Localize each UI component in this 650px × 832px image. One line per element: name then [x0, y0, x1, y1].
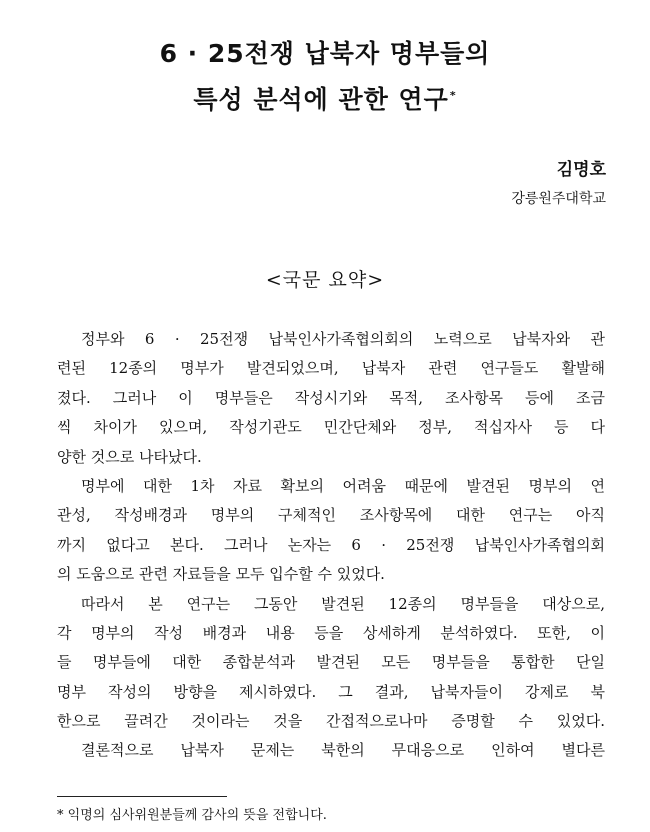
title-footnote-mark: *: [449, 88, 457, 102]
abstract-line: 정부와 6 · 25전쟁 납북인사가족협의회의 노력으로 납북자와 관: [81, 330, 605, 348]
paper-title-line-2: [0, 80, 650, 116]
abstract-line: 까지 없다고 본다. 그러나 논자는 6 · 25전쟁 납북인사가족협의회: [57, 535, 605, 554]
abstract-line: 명부에 대한 1차 자료 확보의 어려움 때문에 발견된 명부의 연: [81, 476, 605, 495]
footnote-divider: [57, 796, 227, 797]
abstract-heading: <국문 요약>: [265, 269, 385, 291]
abstract-line: 명부 작성의 방향을 제시하였다. 그 결과, 납북자들이 강제로 북: [57, 682, 605, 701]
author-affiliation: 강릉원주대학교: [511, 191, 606, 207]
abstract-body: [57, 325, 605, 766]
abstract-line: 결론적으로 납북자 문제는 북한의 무대응으로 인하여 별다른: [81, 741, 605, 760]
abstract-line: 양한 것으로 나타났다.: [57, 447, 202, 466]
abstract-line: 의 도움으로 관련 자료들을 모두 입수할 수 있었다.: [57, 565, 385, 584]
footnote: * 익명의 심사위원분들께 감사의 뜻을 전합니다.: [57, 808, 327, 823]
abstract-line: 관성, 작성배경과 명부의 구체적인 조사항목에 대한 연구는 아직: [57, 506, 605, 525]
abstract-line: 따라서 본 연구는 그동안 발견된 12종의 명부들을 대상으로,: [81, 594, 605, 613]
abstract-line: 각 명부의 작성 배경과 내용 등을 상세하게 분석하였다. 또한, 이: [57, 623, 605, 642]
abstract-line: 씩 차이가 있으며, 작성기관도 민간단체와 정부, 적십자사 등 다: [57, 418, 605, 437]
abstract-line: 들 명부들에 대한 종합분석과 발견된 모든 명부들을 통합한 단일: [57, 653, 605, 672]
abstract-line: 한으로 끌려간 것이라는 것을 간접적으로나마 증명할 수 있었다.: [57, 712, 605, 731]
abstract-line: 졌다. 그러나 이 명부들은 작성시기와 목적, 조사항목 등에 조금: [57, 388, 605, 407]
paper-title-line-1: 6 · 25전쟁 납북자 명부들의: [159, 39, 491, 68]
author-name: 김명호: [556, 160, 606, 180]
paper-title-line-2-text: 특성 분석에 관한 연구: [193, 85, 449, 114]
abstract-line: 련된 12종의 명부가 발견되었으며, 납북자 관련 연구들도 활발해: [57, 359, 605, 378]
